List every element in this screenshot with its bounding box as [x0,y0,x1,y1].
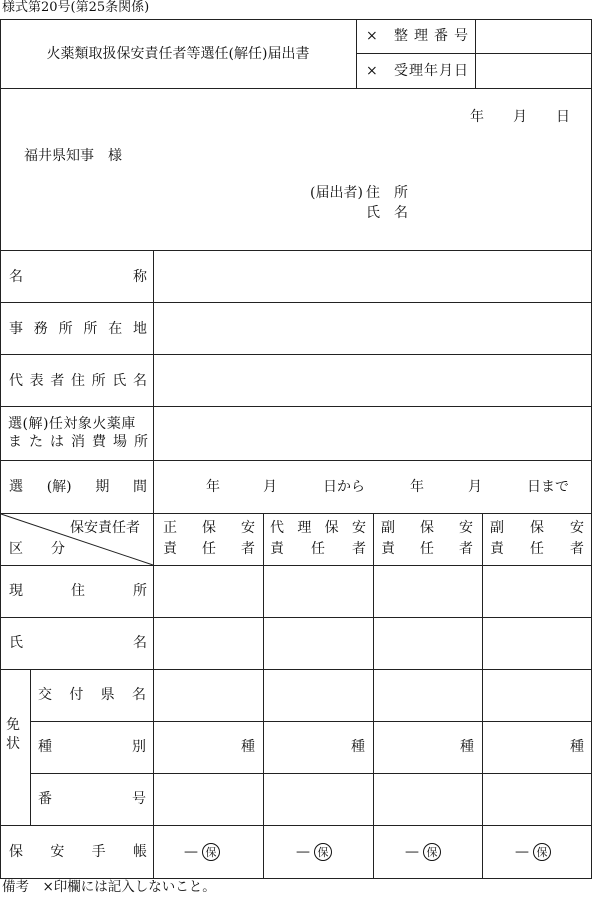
applicant-address-label: 住 所 [366,185,408,201]
period-year-2: 年 [410,479,424,495]
techo-dash: — [296,844,310,860]
period-month-2: 月 [468,479,482,495]
shubetsu-suffix: 種 [460,739,474,755]
rule [0,250,592,251]
footnote: 備考 ×印欄には記入しないこと。 [2,879,216,895]
rule [0,460,592,461]
col-dairi-line2: 責 任 者 [270,541,366,557]
label-hoan-techo: 保 安 手 帳 [9,844,147,860]
shubetsu-suffix: 種 [570,739,584,755]
rule [0,669,592,670]
techo-dash: — [184,844,198,860]
applicant-name-label: 氏 名 [366,205,408,221]
ho-seal-icon: 保 [314,843,332,861]
col-fuku2-line1: 副 保 安 [490,520,584,536]
rule [0,302,592,303]
label-taisho-1: 選(解)任対象火薬庫 [8,416,136,432]
ho-seal-icon: 保 [533,843,551,861]
techo-dash: — [515,844,529,860]
rule [482,513,483,878]
rule [0,19,1,878]
label-taisho-2: ま た は 消 費 場 所 [8,434,148,450]
label-daihyo: 代 表 者 住 所 氏 名 [9,373,147,389]
label-meisho: 名 称 [9,269,147,285]
shubetsu-suffix: 種 [241,739,255,755]
header-kubun: 区 分 [9,541,65,557]
period-from: 日から [323,479,365,495]
techo-cell [515,843,551,861]
col-fuku2-line2: 責 任 者 [490,541,584,557]
form-title: 火薬類取扱保安責任者等選任(解任)届出書 [46,46,310,62]
header-hoan-sekininsha: 保安責任者 [70,520,140,536]
rule [356,53,592,54]
rule [30,773,592,774]
rule [30,721,592,722]
label-shubetsu: 種 別 [38,739,146,755]
rule [0,19,592,20]
techo-dash: — [405,844,419,860]
rule [0,825,592,826]
label-shimei: 氏 名 [9,635,147,651]
col-sei-line1: 正 保 安 [163,520,255,536]
ho-seal-icon: 保 [423,843,441,861]
period-to: 日まで [527,479,569,495]
applicant-prefix: (届出者) [310,185,363,201]
rule [0,617,592,618]
label-kikan: 選 (解) 期 間 [9,479,147,495]
addressee: 福井県知事 様 [24,148,122,164]
date-day: 日 [556,109,570,125]
rule [30,669,31,825]
form-number: 様式第20号(第25条関係) [2,0,150,15]
rule [373,513,374,878]
techo-cell [296,843,332,861]
label-menjo-2: 状 [6,736,20,752]
date-year: 年 [470,109,484,125]
rule [0,88,592,89]
shubetsu-suffix: 種 [351,739,365,755]
rule [356,19,357,88]
period-month-1: 月 [263,479,277,495]
label-jimusho: 事 務 所 所 在 地 [9,321,147,337]
receipt-mark: × [366,28,378,44]
rule [263,513,264,878]
receipt-mark: × [366,63,378,79]
col-sei-line2: 責 任 者 [163,541,255,557]
techo-cell [184,843,220,861]
col-fuku1-line1: 副 保 安 [381,520,473,536]
rule [0,354,592,355]
col-fuku1-line2: 責 任 者 [381,541,473,557]
label-bango: 番 号 [38,791,146,807]
period-year-1: 年 [206,479,220,495]
rule [0,406,592,407]
label-menjo-1: 免 [6,717,20,733]
juri-date-label: 受 理 年 月 日 [394,63,468,79]
label-kofu-ken: 交 付 県 名 [38,687,146,703]
label-genjusho: 現 住 所 [9,583,147,599]
ho-seal-icon: 保 [202,843,220,861]
techo-cell [405,843,441,861]
rule [475,19,476,88]
col-dairi-line1: 代 理 保 安 [270,520,366,536]
seiri-number-label: 整 理 番 号 [394,28,468,44]
date-month: 月 [513,109,527,125]
